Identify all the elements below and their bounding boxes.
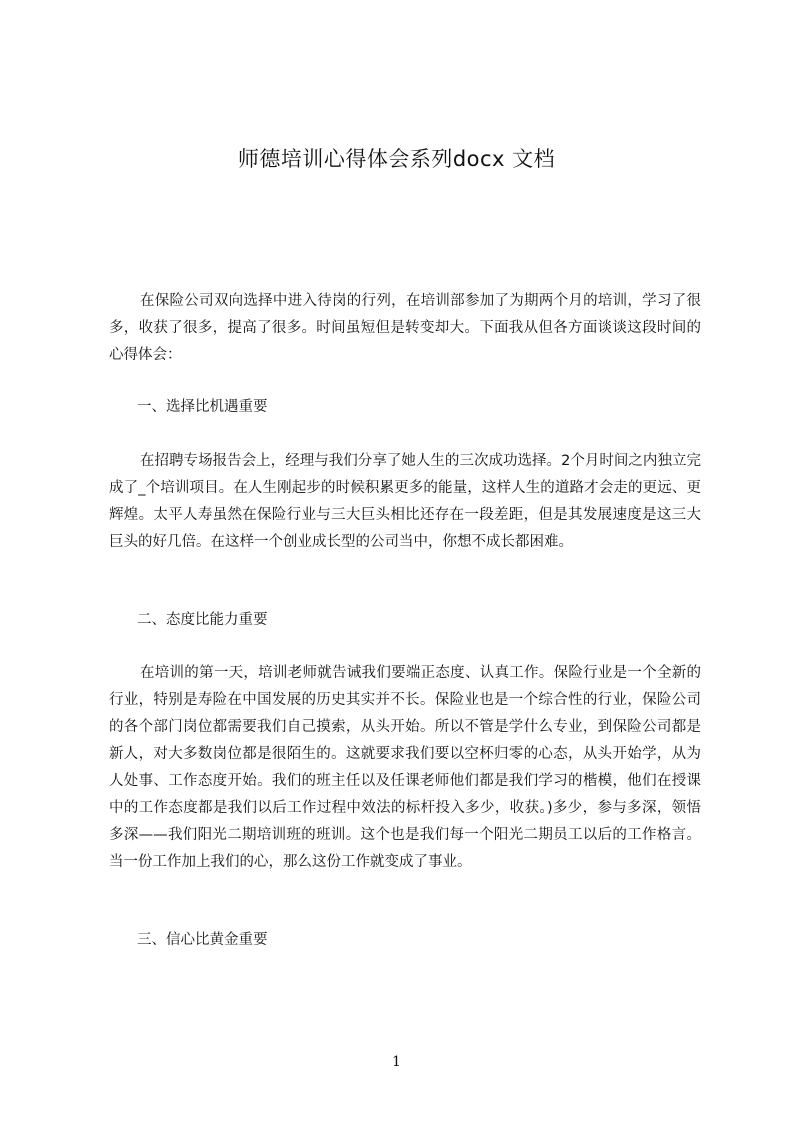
section-heading-2: 二、态度比能力重要: [137, 612, 268, 628]
section-body-2: 在培训的第一天，培训老师就告诫我们要端正态度、认真工作。保险行业是一个全新的行业，特别是寿险在中国发展的历史其实并不长。保险业也是一个综合性的行业，保险公司的各个部门岗位都需要我们自己摸索，从头开始。所以不管是学什么专业，到保险公司都是新人，对大多数岗位都是很陌生的。这就要求我们要以空杯归零的心态，从头开始学，从为人处事、工作态度开始。我们的班主任以及任课老师他们都是我们学习的楷模，他们在授课中的工作态度都是我们以后工作过程中效法的标杆投入多少，收获。)多少，参与多深，领悟多深——我们阳光二期培训班的班训。这个也是我们每一个阳光二期员工以后的工作格言。当一份工作加上我们的心，那么这份工作就变成了事业。: [109, 665, 701, 870]
section-heading-1: 一、选择比机遇重要: [137, 399, 268, 415]
intro-paragraph: 在保险公司双向选择中进入待岗的行列，在培训部参加了为期两个月的培训，学习了很多，收获了很多，提高了很多。时间虽短但是转变却大。下面我从但各方面谈谈这段时间的心得体会：: [109, 293, 701, 363]
section-heading-3: 三、信心比黄金重要: [137, 932, 268, 948]
section-body-1: 在招聘专场报告会上，经理与我们分享了她人生的三次成功选择。2个月时间之内独立完成了_个培训项目。在人生刚起步的时候积累更多的能量，这样人生的道路才会走的更远、更辉煌。太平人寿虽然在保险行业与三大巨头相比还存在一段差距，但是其发展速度是这三大巨头的好几倍。在这样一个创业成长型的公司当中，你想不成长都困难。: [109, 453, 701, 550]
document-title: 师德培训心得体会系列docx 文档: [237, 147, 556, 171]
page-number: 1: [392, 1054, 401, 1070]
